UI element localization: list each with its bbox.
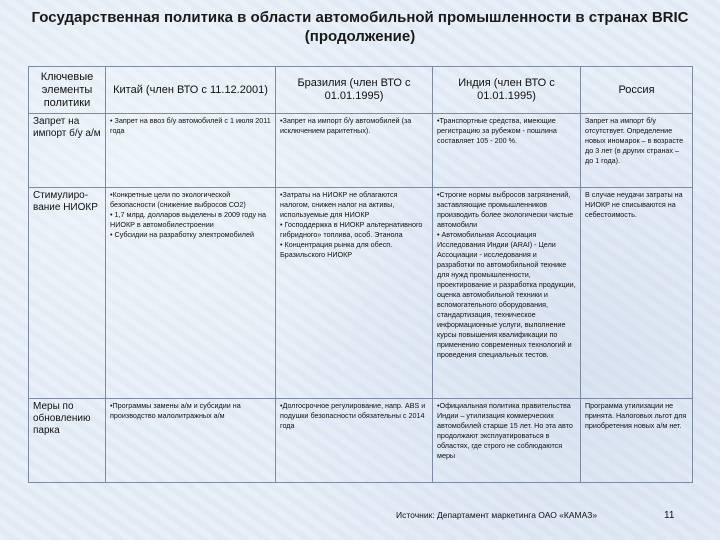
cell-text: •Официальная политика правительства Индии – утилизация коммерческих автомобилей старше 15 лет. Но эта авто продолжают эксплуатироваться в областях, где строго не соблюдаются меры (437, 401, 573, 460)
slide-title-line1: Государственная политика в области автомобильной промышленности в странах BRIC (31, 9, 689, 26)
cell-russia (581, 399, 693, 483)
cell-india (433, 399, 581, 483)
cell-text: • 1,7 млрд. долларов выделены в 2009 году на НИОКР в автомобилестроении (110, 210, 267, 229)
header-india: Индия (член ВТО с 01.01.1995) (433, 67, 581, 114)
cell-text: В случае неудачи затраты на НИОКР не списываются на себестоимость. (585, 190, 683, 219)
header-brazil: Бразилия (член ВТО с 01.01.1995) (276, 67, 433, 114)
cell-text: •Программы замены а/м и субсидии на производство малолитражных а/м (110, 401, 241, 420)
cell-text: • Автомобильная Ассоциация Исследования Индии (ARAI) - Цели Ассоциации - исследования и разработки по автомобильной технике для нужд промышленности, проектирование и разработка продукции, оценка автомобильной техники и вспомогательного оборудования, стандартизация, техническое информационные услуги, выполнение курсы повышения квалификации по применению современных технологий и проведения специальных тестов. (437, 230, 576, 359)
cell-india (433, 114, 581, 188)
row-label-import-ban: Запрет на импорт б/у а/м (29, 114, 106, 188)
cell-brazil (276, 188, 433, 399)
cell-text: •Затраты на НИОКР не облагаются налогом, снижен налог на активы, используемые для НИОКР (280, 190, 398, 219)
source-note: Источник: Департамент маркетинга ОАО «КАМАЗ» (396, 510, 598, 520)
cell-text: •Строгие нормы выбросов загрязнений, заставляющие промышленников производить более экологически чистые автомобили (437, 190, 574, 229)
cell-india (433, 188, 581, 399)
cell-russia (581, 188, 693, 399)
table-row (29, 399, 693, 483)
cell-text: Запрет на импорт б/у отсутствует. Определение новых иномарок – в возрасте до 3 лет (в других странах – до 1 года). (585, 116, 684, 165)
table-row (29, 188, 693, 399)
cell-text: •Запрет на импорт б/у автомобилей (за исключением раритетных). (280, 116, 412, 135)
policy-table (28, 66, 693, 483)
row-label-fleet-renewal: Меры по обновлению парка (29, 399, 106, 483)
slide-title-line2: (продолжение) (304, 28, 416, 45)
cell-brazil (276, 399, 433, 483)
cell-text: • Запрет на ввоз б/у автомобилей с 1 июля 2011 года (110, 116, 271, 135)
cell-text: Программа утилизации не принята. Налоговых льгот для приобретения новых а/м нет. (585, 401, 687, 430)
cell-text: • Концентрация рынка для обесп. Бразильского НИОКР (280, 240, 393, 259)
header-russia: Россия (581, 67, 693, 114)
cell-text: •Транспортные средства, имеющие регистрацию за рубежом - пошлина составляет 105 - 200 %. (437, 116, 557, 145)
cell-text: •Конкретные цели по экологической безопасности (снижение выбросов СО2) (110, 190, 246, 209)
cell-china (106, 114, 276, 188)
header-china: Китай (член ВТО с 11.12.2001) (106, 67, 276, 114)
header-key-elements: Ключевые элементы политики (29, 67, 106, 114)
cell-russia (581, 114, 693, 188)
cell-brazil (276, 114, 433, 188)
page-number: 11 (664, 510, 675, 521)
cell-china (106, 399, 276, 483)
cell-text: •Долгосрочное регулирование, напр. ABS и подушки безопасности обязательны с 2014 года (280, 401, 426, 430)
cell-text: • Субсидии на разработку электромобилей (110, 230, 254, 239)
table-row (29, 114, 693, 188)
slide-title (0, 8, 720, 46)
table-header-row (29, 67, 693, 114)
cell-china (106, 188, 276, 399)
cell-text: • Господдержка в НИОКР альтернативного гибридного» топлива, особ. Этанола (280, 220, 423, 239)
row-label-rnd-stimulus: Стимулиро-вание НИОКР (29, 188, 106, 399)
